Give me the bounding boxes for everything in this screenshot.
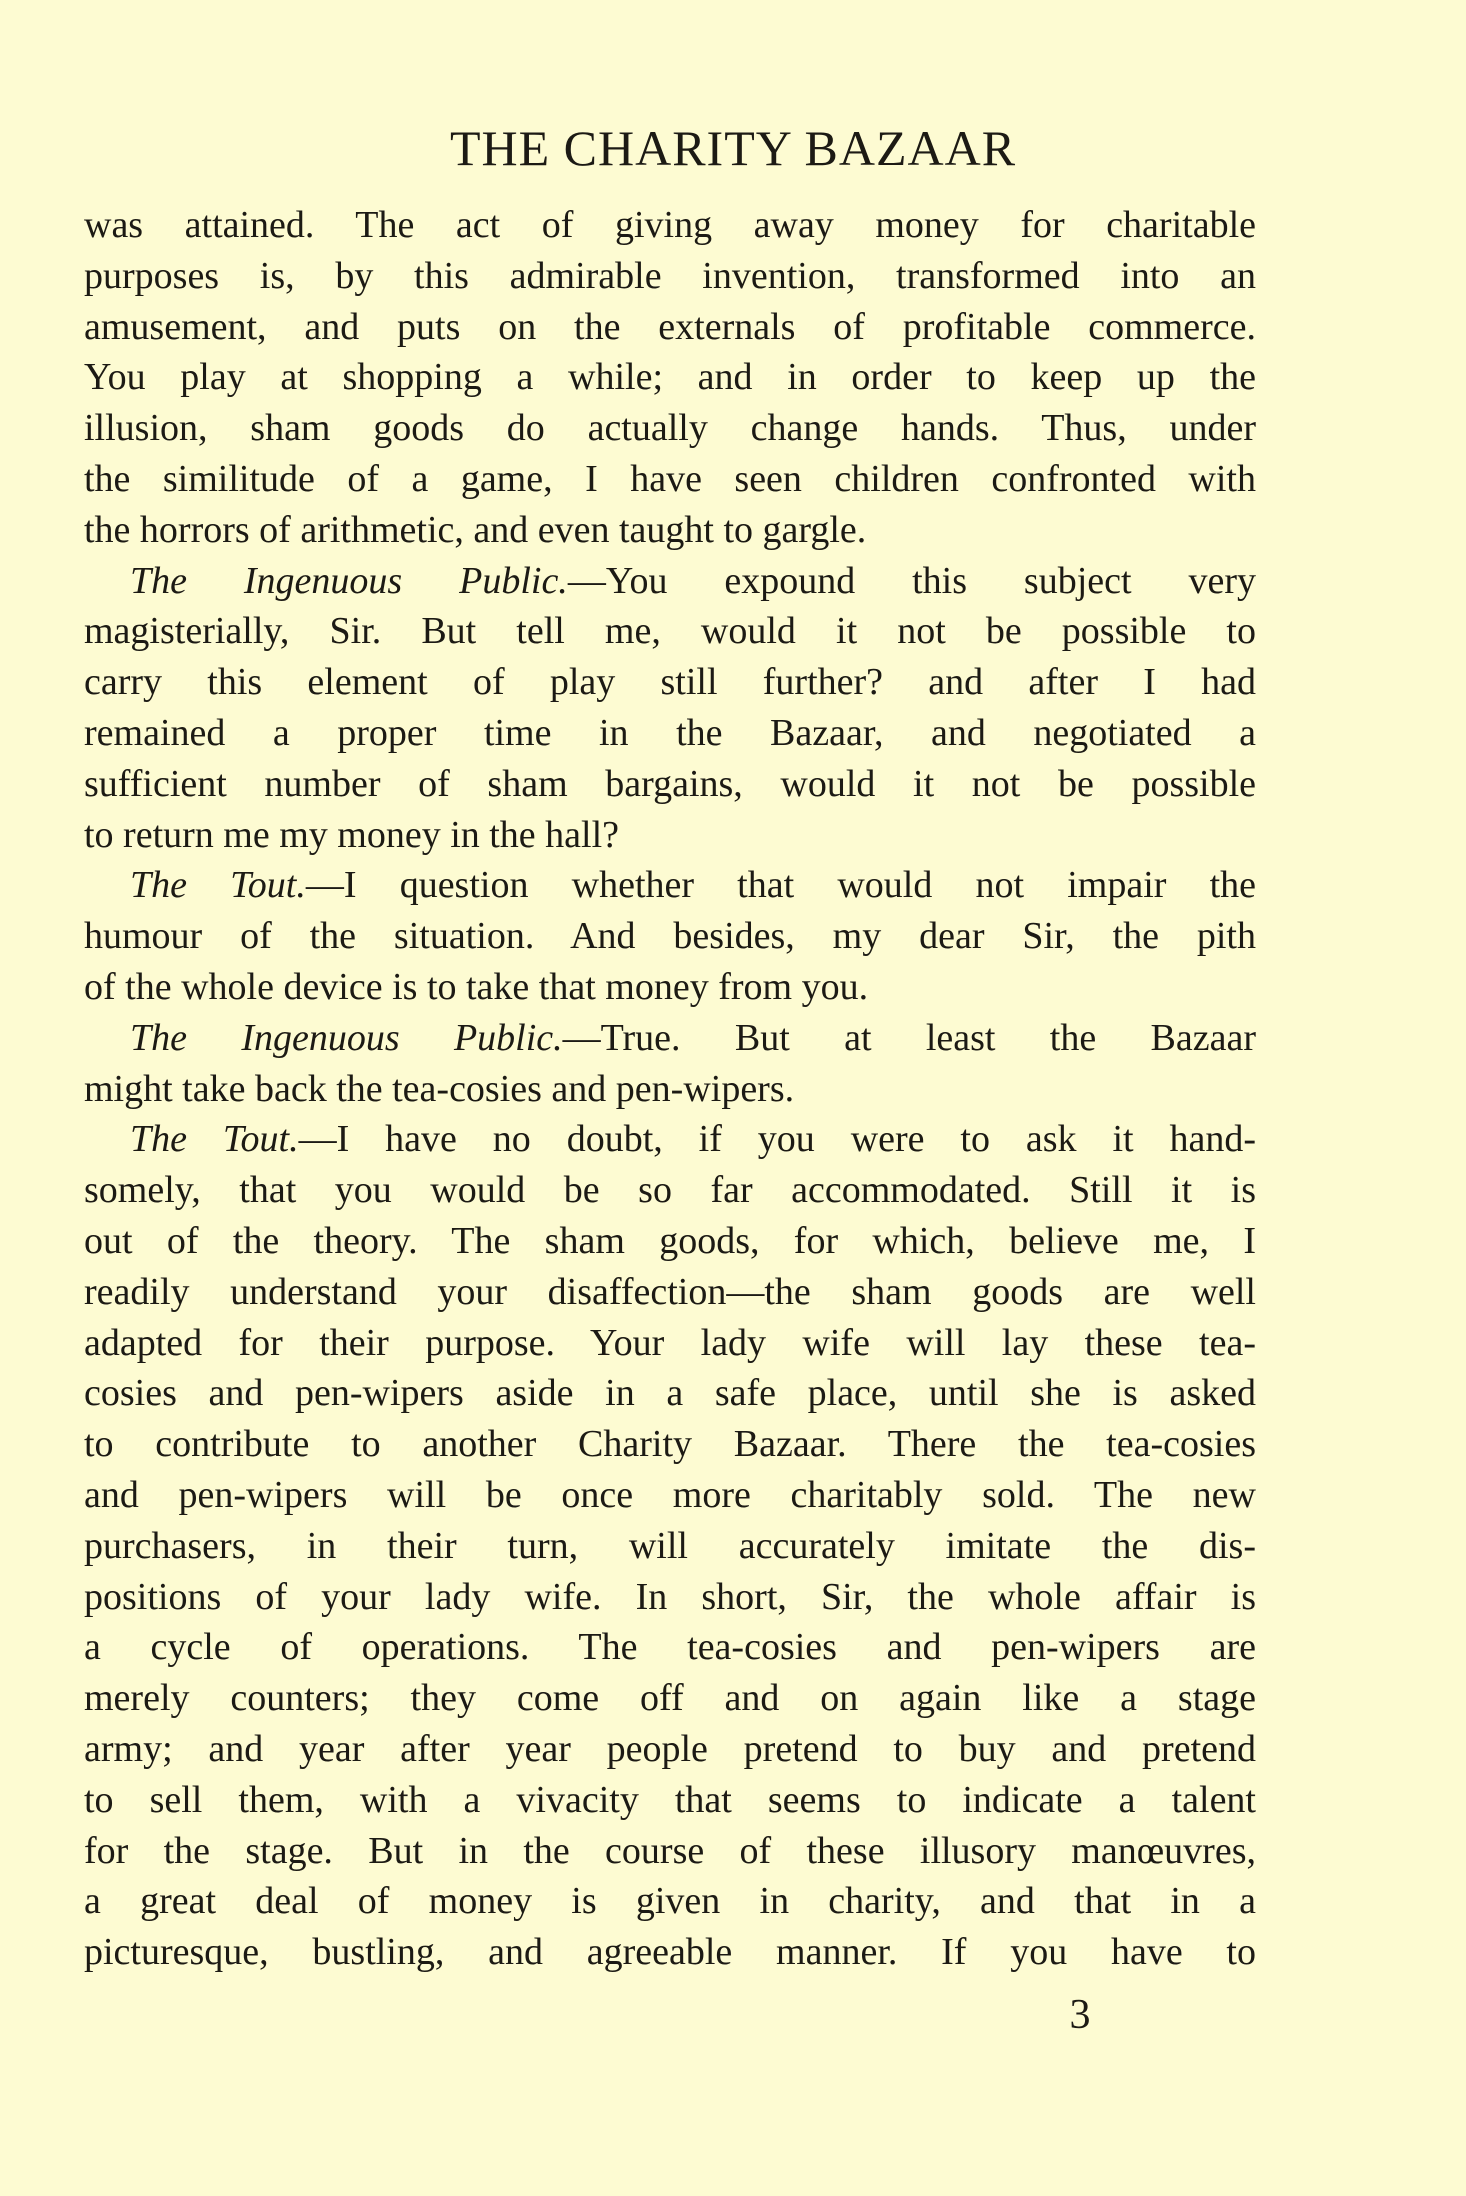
line-text: out of the theory. The sham goods, for which, believe me, I <box>84 1219 1256 1262</box>
page-number: 3 <box>1069 1992 1091 2038</box>
text-line <box>84 1622 1256 1673</box>
line-text: to return me my money in the hall? <box>84 813 620 856</box>
text-line <box>84 911 1256 962</box>
line-text: amusement, and puts on the externals of profitable commerce. <box>84 305 1256 348</box>
line-text: of the whole device is to take that money from you. <box>84 965 869 1008</box>
running-head: THE CHARITY BAZAAR <box>449 120 1017 176</box>
line-text: —You expound this subject very <box>567 559 1256 602</box>
text-line <box>84 1267 1256 1318</box>
line-text: a cycle of operations. The tea-cosies and pen-wipers are <box>84 1626 1256 1669</box>
line-text: picturesque, bustling, and agreeable manner. If you have to <box>84 1931 1256 1974</box>
text-line <box>84 556 1256 607</box>
speaker-name: The Ingenuous Public. <box>130 1016 563 1059</box>
line-text: the similitude of a game, I have seen children confronted with <box>84 457 1256 500</box>
text-line <box>84 657 1256 708</box>
text-line <box>84 1724 1256 1775</box>
text-line <box>84 1114 1256 1165</box>
line-text: a great deal of money is given in charity, and that in a <box>84 1880 1256 1923</box>
text-line <box>84 860 1256 911</box>
line-text: might take back the tea-cosies and pen-wipers. <box>84 1067 795 1110</box>
line-text: and pen-wipers will be once more charitably sold. The new <box>84 1473 1256 1516</box>
line-text: —I question whether that would not impair the <box>305 864 1256 907</box>
line-text: magisterially, Sir. But tell me, would it not be possible to <box>84 610 1256 653</box>
text-line <box>84 1064 1256 1115</box>
line-text: —True. But at least the Bazaar <box>562 1016 1256 1059</box>
text-line <box>84 759 1256 810</box>
line-text: —I have no doubt, if you were to ask it hand- <box>298 1118 1256 1161</box>
text-line <box>84 1876 1256 1927</box>
text-line <box>84 1826 1256 1877</box>
line-text: was attained. The act of giving away money for charitable <box>84 204 1256 246</box>
text-line <box>84 1775 1256 1826</box>
text-line <box>84 1572 1256 1623</box>
text-line <box>84 1673 1256 1724</box>
text-line <box>84 962 1256 1013</box>
line-text: merely counters; they come off and on again like a stage <box>84 1677 1256 1720</box>
text-line <box>84 1368 1256 1419</box>
text-line <box>84 1216 1256 1267</box>
line-text: illusion, sham goods do actually change hands. Thus, under <box>84 407 1256 450</box>
text-line <box>84 352 1256 403</box>
line-text: positions of your lady wife. In short, Sir, the whole affair is <box>84 1575 1256 1618</box>
text-line <box>84 251 1256 302</box>
text-line <box>84 454 1256 505</box>
text-line <box>84 708 1256 759</box>
line-text: remained a proper time in the Bazaar, and negotiated a <box>84 711 1256 754</box>
line-text: readily understand your disaffection—the sham goods are well <box>84 1270 1256 1313</box>
line-text: sufficient number of sham bargains, would it not be possible <box>84 762 1256 805</box>
line-text: for the stage. But in the course of these illusory manœuvres, <box>84 1829 1256 1872</box>
speaker-name: The Tout. <box>130 864 306 907</box>
text-line <box>84 1521 1256 1572</box>
speaker-name: The Ingenuous Public. <box>130 559 568 602</box>
text-line <box>84 1927 1256 1978</box>
text-line <box>84 1013 1256 1064</box>
line-text: humour of the situation. And besides, my dear Sir, the pith <box>84 915 1256 958</box>
text-line <box>84 606 1256 657</box>
line-text: to contribute to another Charity Bazaar. There the tea-cosies <box>84 1423 1256 1466</box>
text-line <box>84 200 1256 251</box>
line-text: purchasers, in their turn, will accurately imitate the dis- <box>84 1524 1256 1567</box>
line-text: cosies and pen-wipers aside in a safe place, until she is asked <box>84 1372 1256 1415</box>
text-line <box>84 403 1256 454</box>
line-text: carry this element of play still further? and after I had <box>84 661 1256 704</box>
line-text: You play at shopping a while; and in order to keep up the <box>84 356 1256 399</box>
speaker-name: The Tout. <box>130 1118 299 1161</box>
line-text: purposes is, by this admirable invention, transformed into an <box>84 254 1256 297</box>
text-line <box>84 1470 1256 1521</box>
line-text: adapted for their purpose. Your lady wife will lay these tea- <box>84 1321 1256 1364</box>
line-text: army; and year after year people pretend to buy and pretend <box>84 1727 1256 1770</box>
text-line <box>84 505 1256 556</box>
text-line <box>84 1165 1256 1216</box>
line-text: the horrors of arithmetic, and even taught to gargle. <box>84 508 867 551</box>
text-line <box>84 810 1256 861</box>
text-line <box>84 302 1256 353</box>
line-text: somely, that you would be so far accommodated. Still it is <box>84 1169 1256 1212</box>
body-text <box>84 200 1256 1978</box>
text-line <box>84 1318 1256 1369</box>
text-line <box>84 1419 1256 1470</box>
line-text: to sell them, with a vivacity that seems to indicate a talent <box>84 1778 1256 1821</box>
